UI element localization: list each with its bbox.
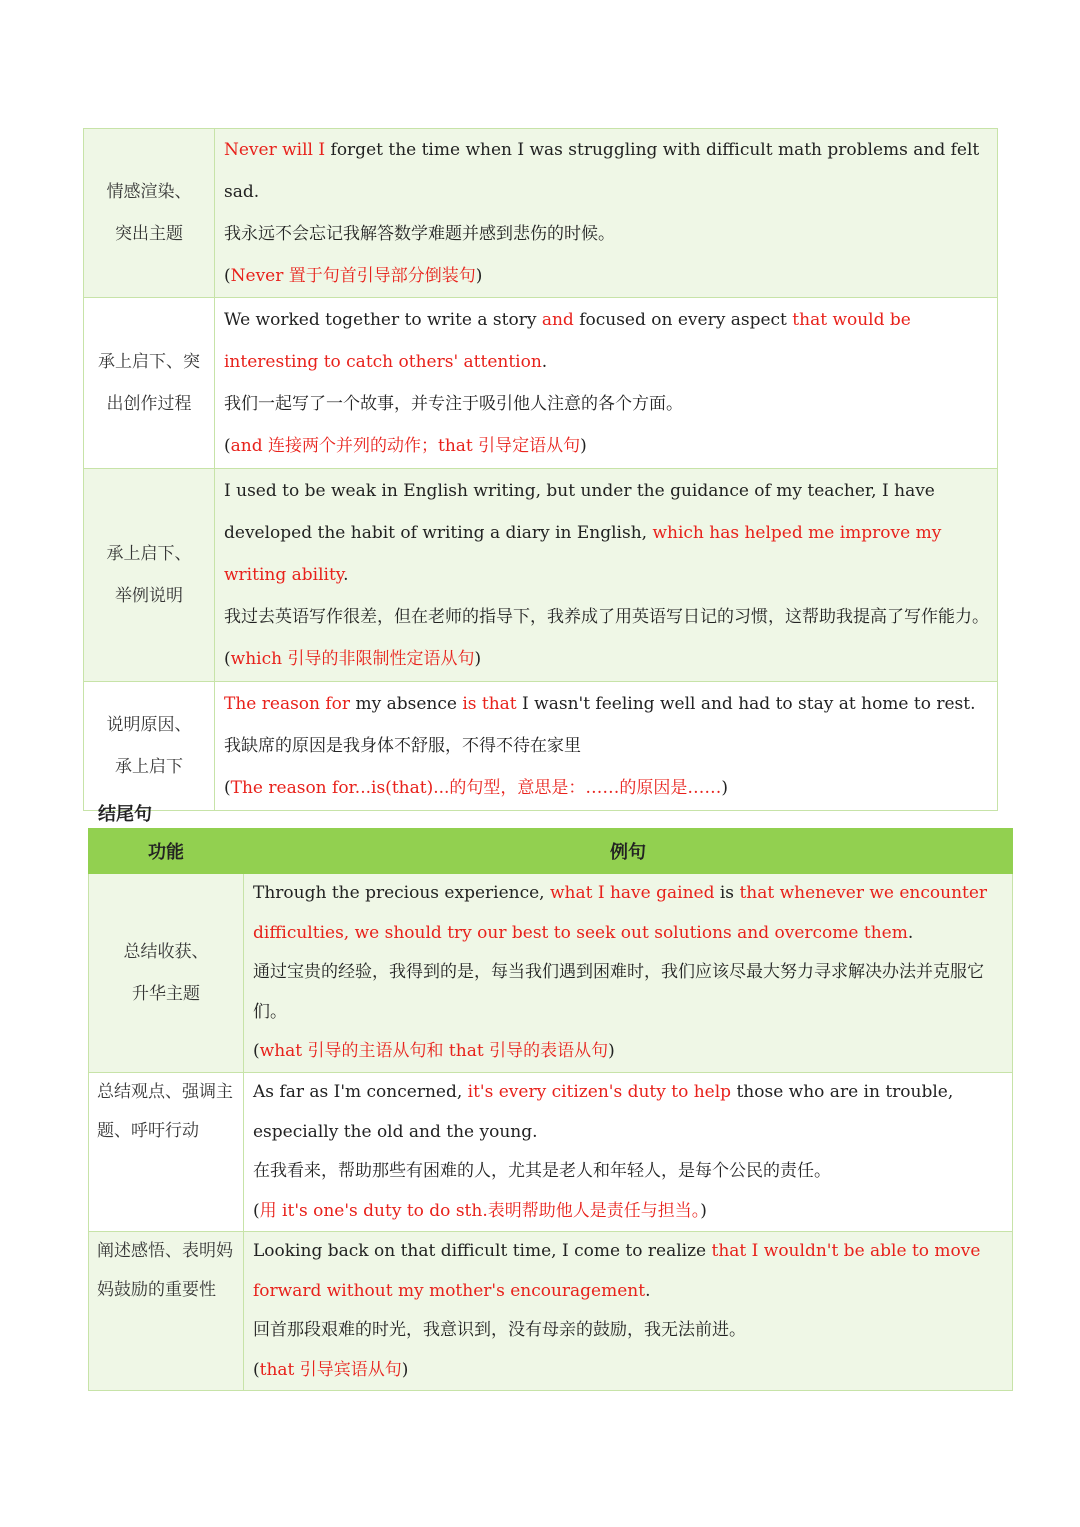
function-label: 承上启下: [115, 757, 183, 777]
text-segment: Through the precious experience,: [253, 883, 550, 904]
highlighted-text: The reason for...is(that)...的句型，意思是：……的原因是……: [230, 778, 722, 798]
text-segment: ): [401, 1359, 409, 1380]
table-row: [89, 1232, 1013, 1391]
grammar-note: [224, 638, 989, 680]
grammar-note: [224, 767, 989, 809]
grammar-note: [253, 1192, 1004, 1232]
text-segment: (: [253, 1359, 260, 1380]
grammar-note: [224, 425, 989, 467]
text-segment: I wasn't feeling well and had to stay at home to rest.: [516, 694, 976, 714]
text-segment: my absence: [350, 694, 463, 714]
text-segment: .: [343, 565, 349, 585]
text-segment: those who are in trouble, especially the old and the young.: [253, 1082, 954, 1142]
english-sentence: [224, 129, 989, 213]
highlighted-text: what I have gained: [549, 883, 715, 904]
section-heading: 结尾句: [98, 804, 152, 825]
text-segment: ): [700, 1200, 707, 1221]
english-sentence: [224, 470, 989, 596]
function-label: 承上启下、: [106, 544, 192, 564]
english-sentence: [224, 683, 989, 725]
text-segment: Looking back on that difficult time, I come to realize: [253, 1241, 712, 1261]
text-segment: ): [474, 649, 482, 669]
function-label: 说明原因、: [106, 715, 192, 735]
highlighted-text: that 引导宾语从句: [259, 1359, 402, 1380]
table-row: [84, 129, 998, 298]
function-label: 突出主题: [115, 224, 183, 244]
example-cell: [244, 1073, 1013, 1232]
opening-sentences-table: [83, 128, 998, 811]
highlighted-text: 用 it's one's duty to do sth.表明帮助他人是责任与担当。: [259, 1200, 701, 1221]
chinese-translation: 我缺席的原因是我身体不舒服，不得不待在家里: [224, 736, 581, 756]
function-cell: [89, 1232, 244, 1391]
english-sentence: [224, 299, 989, 383]
text-segment: (: [253, 1200, 260, 1221]
text-segment: (: [224, 266, 231, 286]
column-header-function: 功能: [89, 829, 244, 874]
highlighted-text: Never 置于句首引导部分倒装句: [230, 266, 476, 286]
table-row: [89, 874, 1013, 1073]
example-cell: [244, 1232, 1013, 1391]
text-segment: ): [475, 266, 483, 286]
function-label: 总结观点、强调主题、呼吁行动: [97, 1082, 233, 1141]
function-label: 升华主题: [132, 984, 200, 1004]
highlighted-text: and 连接两个并列的动作；that 引导定语从句: [230, 436, 581, 456]
text-segment: ): [580, 436, 587, 456]
highlighted-text: is that: [462, 694, 517, 714]
english-sentence: [253, 1232, 1004, 1311]
function-cell: [89, 1073, 244, 1232]
table-header-row: [89, 829, 1013, 874]
chinese-translation: 我们一起写了一个故事，并专注于吸引他人注意的各个方面。: [224, 394, 683, 414]
text-segment: focused on every aspect: [573, 310, 793, 330]
example-cell: [215, 129, 998, 298]
highlighted-text: Never will I: [224, 140, 326, 160]
text-segment: (: [224, 649, 231, 669]
example-cell: [215, 469, 998, 682]
chinese-translation: 我永远不会忘记我解答数学难题并感到悲伤的时候。: [224, 224, 615, 244]
chinese-translation: 我过去英语写作很差，但在老师的指导下，我养成了用英语写日记的习惯，这帮助我提高了写作能力。: [224, 607, 989, 627]
function-label: 举例说明: [115, 586, 183, 606]
highlighted-text: what 引导的主语从句和 that 引导的表语从句: [259, 1041, 609, 1062]
function-label: 情感渲染、: [106, 182, 192, 202]
chinese-translation: 在我看来，帮助那些有困难的人，尤其是老人和年轻人，是每个公民的责任。: [253, 1161, 831, 1181]
example-cell: [215, 298, 998, 469]
function-label: 阐述感悟、表明妈妈鼓励的重要性: [97, 1241, 233, 1300]
text-segment: We worked together to write a story: [224, 310, 542, 330]
text-segment: ): [608, 1041, 615, 1062]
table-row: [84, 298, 998, 469]
highlighted-text: which has helped me improve my writing ability: [224, 523, 942, 585]
highlighted-text: that would be interesting to catch others' attention: [224, 310, 911, 372]
text-segment: ): [721, 778, 729, 798]
english-sentence: [253, 1073, 1004, 1152]
highlighted-text: that I wouldn't be able to move forward without my mother's encouragement: [253, 1241, 981, 1301]
chinese-translation: 回首那段艰难的时光，我意识到，没有母亲的鼓励，我无法前进。: [253, 1320, 746, 1340]
text-segment: I used to be weak in English writing, but under the guidance of my teacher, I have developed the habit of writing a diary in English,: [224, 481, 935, 543]
chinese-translation: 通过宝贵的经验，我得到的是，每当我们遇到困难时，我们应该尽最大努力寻求解决办法并克服它们。: [253, 962, 984, 1022]
text-segment: forget the time when I was struggling with difficult math problems and felt sad.: [224, 140, 980, 202]
highlighted-text: it's every citizen's duty to help: [467, 1082, 732, 1102]
function-label: 出创作过程: [106, 394, 192, 414]
column-header-example: 例句: [244, 829, 1013, 874]
example-cell: [215, 682, 998, 811]
text-segment: (: [224, 436, 231, 456]
function-cell: [89, 874, 244, 1073]
text-segment: .: [645, 1280, 651, 1301]
function-label: 承上启下、突: [98, 352, 200, 372]
highlighted-text: that whenever we encounter difficulties, we should try our best to seek out solutions and overcome them: [253, 883, 988, 943]
text-segment: As far as I'm concerned,: [253, 1082, 468, 1102]
function-cell: [84, 682, 215, 811]
text-segment: .: [541, 352, 548, 372]
grammar-note: [253, 1032, 1004, 1072]
highlighted-text: The reason for: [224, 694, 351, 714]
function-cell: [84, 298, 215, 469]
table-row: [84, 469, 998, 682]
table-row: [89, 1073, 1013, 1232]
table-row: [84, 682, 998, 811]
highlighted-text: and: [541, 310, 574, 330]
function-cell: [84, 469, 215, 682]
english-sentence: [253, 874, 1004, 953]
highlighted-text: which 引导的非限制性定语从句: [230, 649, 475, 669]
grammar-note: [224, 255, 989, 297]
grammar-note: [253, 1351, 1004, 1391]
text-segment: is: [714, 883, 740, 904]
example-cell: [244, 874, 1013, 1073]
function-label: 总结收获、: [123, 942, 209, 962]
text-segment: .: [907, 922, 914, 943]
function-cell: [84, 129, 215, 298]
text-segment: (: [253, 1041, 260, 1062]
closing-sentences-table: [88, 828, 1013, 1391]
text-segment: (: [224, 778, 231, 798]
